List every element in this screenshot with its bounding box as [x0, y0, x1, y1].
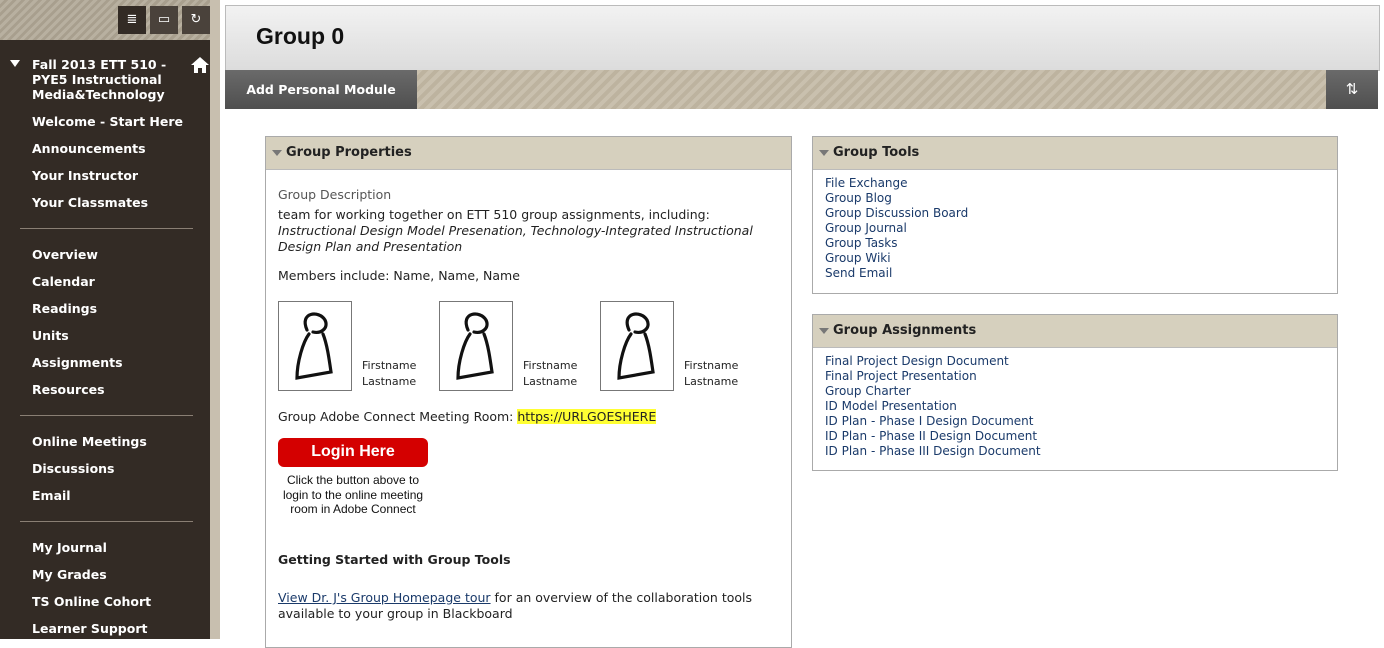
sidebar-item-units[interactable]: Units	[32, 328, 69, 343]
description-text: team for working together on ETT 510 group assignments, including:	[278, 207, 710, 222]
tour-link[interactable]: View Dr. J's Group Homepage tour	[278, 590, 491, 605]
sidebar-item-announcements[interactable]: Announcements	[32, 141, 146, 156]
members-text: Members include: Name, Name, Name	[278, 268, 520, 283]
assignment-link[interactable]: Group Charter	[825, 384, 911, 398]
sidebar-resize-handle[interactable]	[210, 0, 220, 639]
sidebar-item-journal[interactable]: My Journal	[32, 540, 107, 555]
tool-link-discussion-board[interactable]: Group Discussion Board	[825, 206, 969, 220]
sidebar-divider	[20, 228, 193, 229]
sidebar-item-assignments[interactable]: Assignments	[32, 355, 123, 370]
tour-text: for an overview of the collaboration tools available to your group in Blackboard	[278, 590, 753, 621]
person-icon	[440, 302, 512, 390]
sidebar-item-cohort[interactable]: TS Online Cohort	[32, 594, 152, 609]
tool-link-group-tasks[interactable]: Group Tasks	[825, 236, 898, 250]
sidebar-divider	[20, 521, 193, 522]
member-name: Firstname Lastname	[684, 359, 739, 388]
panel-header[interactable]	[266, 137, 791, 170]
member-avatar	[600, 301, 674, 391]
person-icon	[601, 302, 673, 390]
panel-title: Group Assignments	[833, 323, 977, 338]
collapse-arrow-icon[interactable]	[272, 150, 282, 156]
panel-title: Group Tools	[833, 145, 920, 160]
sidebar-item-instructor[interactable]: Your Instructor	[32, 168, 139, 183]
member-avatar	[278, 301, 352, 391]
sidebar-item-discussions[interactable]: Discussions	[32, 461, 115, 476]
tool-link-group-wiki[interactable]: Group Wiki	[825, 251, 891, 265]
description-italic: Instructional Design Model Presenation, Technology-Integrated Instructional Design Plan and Presentation	[278, 223, 753, 254]
meeting-room-url[interactable]: https://URLGOESHERE	[517, 409, 657, 424]
sidebar-divider	[20, 415, 193, 416]
refresh-icon[interactable]: ↻	[182, 6, 210, 34]
sidebar-toolbar	[0, 0, 210, 40]
panel-header[interactable]	[813, 137, 1337, 170]
page-title: Group 0	[256, 23, 345, 49]
assignment-link[interactable]: Final Project Design Document	[825, 354, 1009, 368]
collapse-arrow-icon[interactable]	[10, 60, 20, 67]
list-view-icon[interactable]: ≣	[118, 6, 146, 34]
tool-link-group-blog[interactable]: Group Blog	[825, 191, 892, 205]
sidebar-item-email[interactable]: Email	[32, 488, 71, 503]
sidebar-item-online-meetings[interactable]: Online Meetings	[32, 434, 147, 449]
meeting-room-label: Group Adobe Connect Meeting Room:	[278, 409, 514, 424]
member-name: Firstname Lastname	[362, 359, 417, 388]
getting-started-heading: Getting Started with Group Tools	[278, 552, 511, 567]
sidebar-item-readings[interactable]: Readings	[32, 301, 98, 316]
tool-link-group-journal[interactable]: Group Journal	[825, 221, 907, 235]
member-name: Firstname Lastname	[523, 359, 578, 388]
home-icon[interactable]	[190, 56, 210, 74]
meeting-room-line	[278, 409, 656, 424]
sidebar-item-classmates[interactable]: Your Classmates	[32, 195, 149, 210]
login-note: Click the button above to login to the online meeting room in Adobe Connect	[282, 473, 424, 516]
member-avatar	[439, 301, 513, 391]
collapse-arrow-icon[interactable]	[819, 328, 829, 334]
assignment-link[interactable]: Final Project Presentation	[825, 369, 977, 383]
assignment-link[interactable]: ID Plan - Phase II Design Document	[825, 429, 1038, 443]
tool-link-send-email[interactable]: Send Email	[825, 266, 893, 280]
panel-title: Group Properties	[286, 145, 412, 160]
window-view-icon[interactable]: ▭	[150, 6, 178, 34]
tool-link-file-exchange[interactable]: File Exchange	[825, 176, 908, 190]
add-personal-module-button[interactable]: Add Personal Module	[225, 70, 417, 109]
sidebar-item-overview[interactable]: Overview	[32, 247, 98, 262]
description-label: Group Description	[278, 187, 392, 202]
login-here-button[interactable]: Login Here	[278, 438, 428, 467]
course-title[interactable]: Fall 2013 ETT 510 - PYE5 Instructional Media&Technology	[32, 57, 167, 102]
action-bar	[225, 70, 1378, 109]
person-icon	[279, 302, 351, 390]
assignment-link[interactable]: ID Model Presentation	[825, 399, 957, 413]
assignment-link[interactable]: ID Plan - Phase III Design Document	[825, 444, 1041, 458]
sidebar-item-resources[interactable]: Resources	[32, 382, 105, 397]
page-header	[225, 5, 1380, 71]
sidebar-item-calendar[interactable]: Calendar	[32, 274, 95, 289]
assignment-link[interactable]: ID Plan - Phase I Design Document	[825, 414, 1034, 428]
panel-header[interactable]	[813, 315, 1337, 348]
collapse-arrow-icon[interactable]	[819, 150, 829, 156]
sidebar-item-grades[interactable]: My Grades	[32, 567, 107, 582]
tour-paragraph	[278, 590, 778, 622]
sidebar-item-welcome[interactable]: Welcome - Start Here	[32, 114, 183, 129]
sidebar-item-learner-support[interactable]: Learner Support	[32, 621, 148, 636]
reorder-icon[interactable]: ⇅	[1326, 70, 1378, 109]
